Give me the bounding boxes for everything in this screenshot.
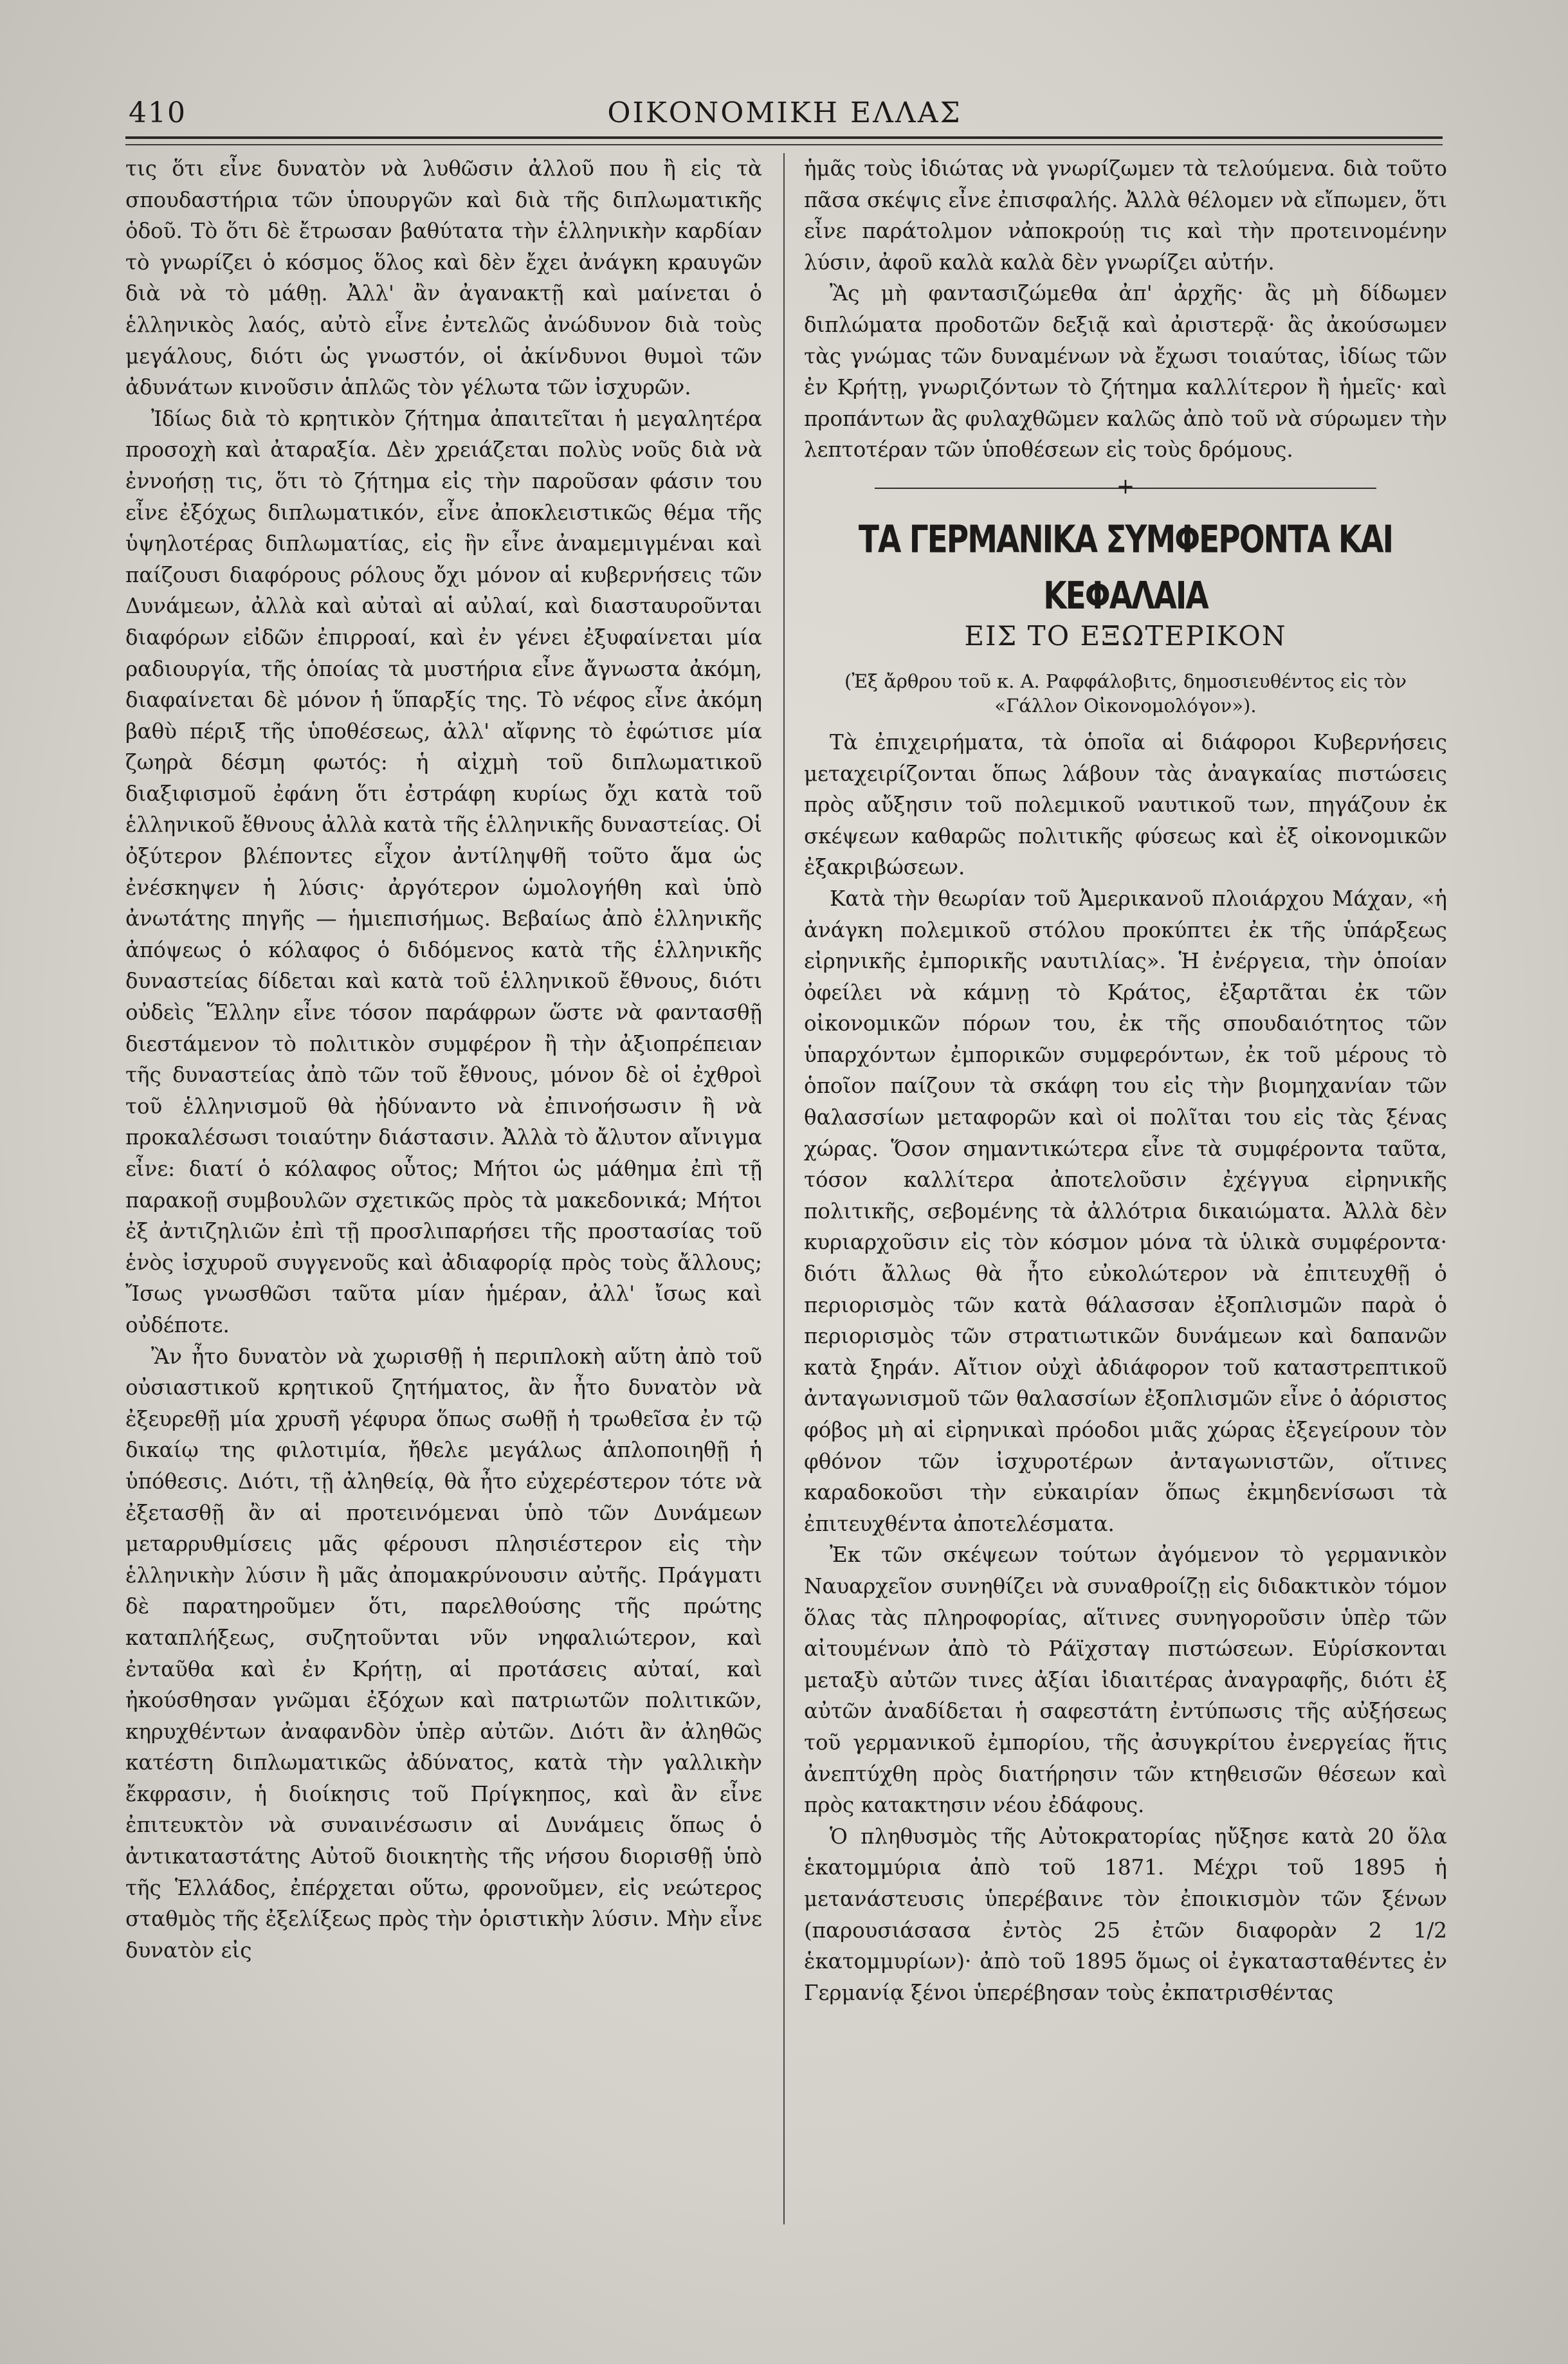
- article-paragraph: Τὰ ἐπιχειρήματα, τὰ ὁποῖα αἱ διάφοροι Κυβερνήσεις μεταχειρίζονται ὅπως λάβουν τὰς ἀναγκαίας πιστώσεις πρὸς αὔξησιν τοῦ πολεμικοῦ ναυτικοῦ των, πηγάζουν ἐκ σκέψεων καθαρῶς πολιτικῆς φύσεως καὶ ἐξ οἰκονομικῶν ἐξακριβώσεων.: [804, 729, 1447, 880]
- divider-mark: +: [1116, 473, 1135, 499]
- source-note: (Ἐξ ἄρθρου τοῦ κ. Α. Ραφφάλοβιτς, δημοσιευθέντος εἰς τὸν «Γάλλον Οἰκονομολόγον»).: [844, 670, 1407, 717]
- right-paragraph: ἡμᾶς τοὺς ἰδιώτας νὰ γνωρίζωμεν τὰ τελούμενα. διὰ τοῦτο πᾶσα σκέψις εἶνε ἐπισφαλής. Ἀλλὰ θέλομεν νὰ εἴπωμεν, ὅτι εἶνε παράτολμον νἀποκρούῃ τις καὶ τὴν προτεινομένην λύσιν, ἀφοῦ καλὰ καλὰ δὲν γνωρίζει αὐτήν.: [804, 156, 1447, 275]
- article-paragraph: Ὁ πληθυσμὸς τῆς Αὐτοκρατορίας ηὔξησε κατὰ 20 ὅλα ἑκατομμύρια ἀπὸ τοῦ 1871. Μέχρι τοῦ 1895 ἡ μετανάστευσις ὑπερέβαινε τὸν ἐποικισμὸν τῶν ξένων (παρουσιάσασα ἐντὸς 25 ἐτῶν διαφορὰν 2 1/2 ἑκατομμυρίων)· ἀπὸ τοῦ 1895 ὅμως οἱ ἐγκατασταθέντες ἐν Γερμανίᾳ ξένοι ὑπερέβησαν τοὺς ἐκπατρισθέντας: [804, 1824, 1447, 2005]
- right-column: [804, 153, 1447, 2231]
- right-paragraph: Ἂς μὴ φαντασιζώμεθα ἀπ' ἀρχῆς· ἂς μὴ δίδωμεν διπλώματα προδοτῶν δεξιᾷ καὶ ἀριστερᾷ· ἂς ἀκούσωμεν τὰς γνώμας τῶν δυναμένων νὰ ἔχωσι τοιαύτας, ἰδίως τῶν ἐν Κρήτῃ, γνωριζόντων τὸ ζήτημα καλλίτερον ἢ ἡμεῖς· καὶ προπάντων ἂς φυλαχθῶμεν καλῶς ἀπὸ τοῦ νὰ σύρωμεν τὴν λεπτοτέραν τῶν ὑποθέσεων εἰς τοὺς δρόμους.: [804, 281, 1447, 463]
- page-number: 410: [129, 96, 187, 129]
- header-rule: [125, 136, 1443, 139]
- column-divider: [783, 153, 785, 2224]
- article-paragraph: Ἐκ τῶν σκέψεων τούτων ἀγόμενον τὸ γερμανικὸν Ναυαρχεῖον συνηθίζει νὰ συναθροίζῃ εἰς διδακτικὸν τόμον ὅλας τὰς πληροφορίας, αἵτινες συνηγοροῦσιν ὑπὲρ τῶν αἰτουμένων ἀπὸ τὸ Ράϊχσταγ πιστώσεων. Εὑρίσκονται μεταξὺ αὐτῶν τινες ἀξίαι ἰδιαιτέρας ἀναγραφῆς, διότι ἐξ αὐτῶν ἀναδίδεται ἡ σαφεστάτη ἐντύπωσις τῆς αὐξήσεως τοῦ γερμανικοῦ ἐμπορίου, τῆς ἀσυγκρίτου ἐνεργείας ἥτις ἀνεπτύχθη πρὸς διατήρησιν τῶν κτηθεισῶν θέσεων καὶ πρὸς κατακτησιν νέου ἐδάφους.: [804, 1543, 1447, 1818]
- page-header: [129, 96, 1441, 142]
- header-rule-thin: [125, 144, 1443, 145]
- left-paragraph: Ἰδίως διὰ τὸ κρητικὸν ζήτημα ἀπαιτεῖται ἡ μεγαλητέρα προσοχὴ καὶ ἀταραξία. Δὲν χρειάζεται πολὺς νοῦς διὰ νὰ ἐννοήσῃ τις, ὅτι τὸ ζήτημα εἰς τὴν παροῦσαν φάσιν του εἶνε ἐξόχως διπλωματικόν, εἶνε ἀποκλειστικῶς θέμα τῆς ὑψηλοτέρας διπλωματίας, εἰς ἣν εἶνε ἀναμεμιγμέναι καὶ παίζουσι διαφόρους ρόλους ὄχι μόνον αἱ κυβερνήσεις τῶν Δυνάμεων, ἀλλὰ καὶ αὐταὶ αἱ αὐλαί, καὶ διασταυροῦνται διαφόρων εἰδῶν ἐπιρροαί, καὶ ἐν γένει ἐξυφαίνεται μία ραδιουργία, τῆς ὁποίας τὰ μυστήρια εἶνε ἄγνωστα ἀκόμη, διαφαίνεται δὲ μόνον ἡ ὕπαρξίς της. Τὸ νέφος εἶνε ἀκόμη βαθὺ πέριξ τῆς ὑποθέσεως, ἀλλ' αἴφνης τὸ ἐφώτισε μία ζωηρὰ δέσμη φωτός: ἡ αἰχμὴ τοῦ διπλωματικοῦ διαξιφισμοῦ ἐφάνη ὅτι ἐστράφη κυρίως ὄχι κατὰ τοῦ ἑλληνικοῦ ἔθνους ἀλλὰ κατὰ τῆς ἑλληνικῆς δυναστείας. Οἱ ὀξύτερον βλέποντες εἶχον ἀντίληψθῆ τοῦτο ἅμα ὡς ἐνέσκηψεν ἡ λύσις· ἀργότερον ὡμολογήθη καὶ ὑπὸ ἀνωτάτης πηγῆς — ἡμιεπισήμως. Βεβαίως ἀπὸ ἑλληνικῆς ἀπόψεως ὁ κόλαφος ὁ διδόμενος κατὰ τῆς ἑλληνικῆς δυναστείας δίδεται καὶ κατὰ τοῦ ἑλληνικοῦ ἔθνους, διότι οὐδεὶς Ἕλλην εἶνε τόσον παράφρων ὥστε νὰ φαντασθῇ διεστάμενον τὸ πολιτικὸν συμφέρον ἢ τὴν ἀξιοπρέπειαν τῆς δυναστείας ἀπὸ τῶν τοῦ ἔθνους, μόνον δὲ οἱ ἐχθροὶ τοῦ ἑλληνισμοῦ θὰ ἠδύναντο νὰ ἐπινοήσωσιν ἢ νὰ προκαλέσωσι τοιαύτην διάστασιν. Ἀλλὰ τὸ ἄλυτον αἴνιγμα εἶνε: διατί ὁ κόλαφος οὗτος; Μήτοι ὡς μάθημα ἐπὶ τῇ παρακοῇ συμβουλῶν σχετικῶς πρὸς τὰ μακεδονικά; Μήτοι ἐξ ἀντιζηλιῶν ἐπὶ τῇ προσλιπαρήσει τῆς προστασίας τοῦ ἑνὸς ἰσχυροῦ συγγενοῦς καὶ ἀδιαφορίᾳ πρὸς τοὺς ἄλλους; Ἴσως γνωσθῶσι ταῦτα μίαν ἡμέραν, ἀλλ' ἴσως καὶ οὐδέποτε.: [125, 406, 762, 1337]
- journal-title: ΟΙΚΟΝΟΜΙΚΗ ΕΛΛΑΣ: [607, 96, 962, 129]
- article-paragraph: Κατὰ τὴν θεωρίαν τοῦ Ἀμερικανοῦ πλοιάρχου Μάχαν, «ἡ ἀνάγκη πολεμικοῦ στόλου προκύπτει ἐκ τῆς ὑπάρξεως εἰρηνικῆς ἐμπορικῆς ναυτιλίας». Ἡ ἐνέργεια, τὴν ὁποίαν ὀφείλει νὰ κάμνῃ τὸ Κράτος, ἐξαρτᾶται ἐκ τῶν οἰκονομικῶν πόρων του, ἐκ τῆς σπουδαιότητος τῶν ὑπαρχόντων ἐμπορικῶν συμφερόντων, ἐκ τοῦ μέρους τὸ ὁποῖον παίζουν τὰ σκάφη του εἰς τὴν βιομηχανίαν τῶν θαλασσίων μεταφορῶν καὶ οἱ πολῖται του εἰς τὰς ξένας χώρας. Ὅσον σημαντικώτερα εἶνε τὰ συμφέροντα ταῦτα, τόσον καλλίτερα ἀποτελοῦσιν ἐχέγγυα εἰρηνικῆς πολιτικῆς, σεβομένης τὰ ἀλλότρια δικαιώματα. Ἀλλὰ δὲν κυριαρχοῦσιν εἰς τὸν κόσμον μόνα τὰ ὑλικὰ συμφέροντα· διότι ἄλλως θὰ ἦτο εὐκολώτερον νὰ ἐπιτευχθῇ ὁ περιορισμὸς τῶν κατὰ θάλασσαν ἐξοπλισμῶν παρὰ ὁ περιορισμὸς τῶν στρατιωτικῶν δυνάμεων καὶ δαπανῶν κατὰ ξηράν. Αἴτιον οὐχὶ ἀδιάφορον τοῦ καταστρεπτικοῦ ἀνταγωνισμοῦ τῶν θαλασσίων ἐξοπλισμῶν εἶνε ὁ ἀόριστος φόβος μὴ αἱ εἰρηνικαὶ πρόοδοι μιᾶς χώρας ἐξεγείρουν τὸν φθόνον τῶν ἰσχυροτέρων ἀνταγωνιστῶν, οἵτινες καραδοκοῦσι τὴν εὐκαιρίαν ὅπως ἐκμηδενίσωσι τὰ ἐπιτευχθέντα ἀποτελέσματα.: [804, 886, 1447, 1536]
- section-divider: [804, 468, 1447, 508]
- article-title: ΤΑ ΓΕΡΜΑΝΙΚΑ ΣΥΜΦΕΡΟΝΤΑ ΚΑΙ ΚΕΦΑΛΑΙΑ: [858, 517, 1393, 618]
- article-subtitle: ΕΙΣ ΤΟ ΕΞΩΤΕΡΙΚΟΝ: [964, 619, 1287, 652]
- left-paragraph: Ἂν ἦτο δυνατὸν νὰ χωρισθῇ ἡ περιπλοκὴ αὕτη ἀπὸ τοῦ οὐσιαστικοῦ κρητικοῦ ζητήματος, ἂν ἦτο δυνατὸν νὰ ἐξευρεθῇ μία χρυσῆ γέφυρα ὅπως σωθῇ ἡ τρωθεῖσα ἐν τῷ δικαίῳ της φιλοτιμία, ἤθελε μεγάλως ἁπλοποιηθῇ ἡ ὑπόθεσις. Διότι, τῇ ἀληθείᾳ, θὰ ἦτο εὐχερέστερον τότε νὰ ἐξετασθῇ ἂν αἱ προτεινόμεναι ὑπὸ τῶν Δυνάμεων μεταρρυθμίσεις μᾶς φέρουσι πλησιέστερον εἰς τὴν ἑλληνικὴν λύσιν ἢ μᾶς ἀπομακρύνουσιν αὐτῆς. Πράγματι δὲ παρατηροῦμεν ὅτι, παρελθούσης τῆς πρώτης καταπλήξεως, συζητοῦνται νῦν νηφαλιώτερον, καὶ ἐνταῦθα καὶ ἐν Κρήτῃ, αἱ προτάσεις αὐταί, καὶ ἠκούσθησαν γνῶμαι ἐξόχων καὶ πατριωτῶν πολιτικῶν, κηρυχθέντων ἀναφανδὸν ὑπὲρ αὐτῶν. Διότι ἂν ἀληθῶς κατέστη διπλωματικῶς ἀδύνατος, κατὰ τὴν γαλλικὴν ἔκφρασιν, ἡ διοίκησις τοῦ Πρίγκηπος, καὶ ἂν εἶνε ἐπιτευκτὸν νὰ συναινέσωσιν αἱ Δυνάμεις ὅπως ὁ ἀντικαταστάτης Αὐτοῦ διοικητὴς τῆς νήσου διορισθῇ ὑπὸ τῆς Ἑλλάδος, ἐπέρχεται οὕτω, φρονοῦμεν, εἰς νεώτερος σταθμὸς τῆς ἐξελίξεως πρὸς τὴν ὁριστικὴν λύσιν. Μὴν εἶνε δυνατὸν εἰς: [125, 1344, 762, 1963]
- left-column: [125, 153, 762, 2231]
- left-paragraph: τις ὅτι εἶνε δυνατὸν νὰ λυθῶσιν ἀλλοῦ που ἢ εἰς τὰ σπουδαστήρια τῶν ὑπουργῶν καὶ διὰ τῆς διπλωματικῆς ὁδοῦ. Τὸ ὅτι δὲ ἔτρωσαν βαθύτατα τὴν ἑλληνικὴν καρδίαν τὸ γνωρίζει ὁ κόσμος ὅλος καὶ δὲν ἔχει ἀνάγκη κραυγῶν διὰ νὰ τὸ μάθῃ. Ἀλλ' ἂν ἀγανακτῇ καὶ μαίνεται ὁ ἑλληνικὸς λαός, αὐτὸ εἶνε ἐντελῶς ἀνώδυνον διὰ τοὺς μεγάλους, διότι ὡς γνωστόν, οἱ ἀκίνδυνοι θυμοὶ τῶν ἀδυνάτων κινοῦσιν ἁπλῶς τὸν γέλωτα τῶν ἰσχυρῶν.: [125, 156, 762, 400]
